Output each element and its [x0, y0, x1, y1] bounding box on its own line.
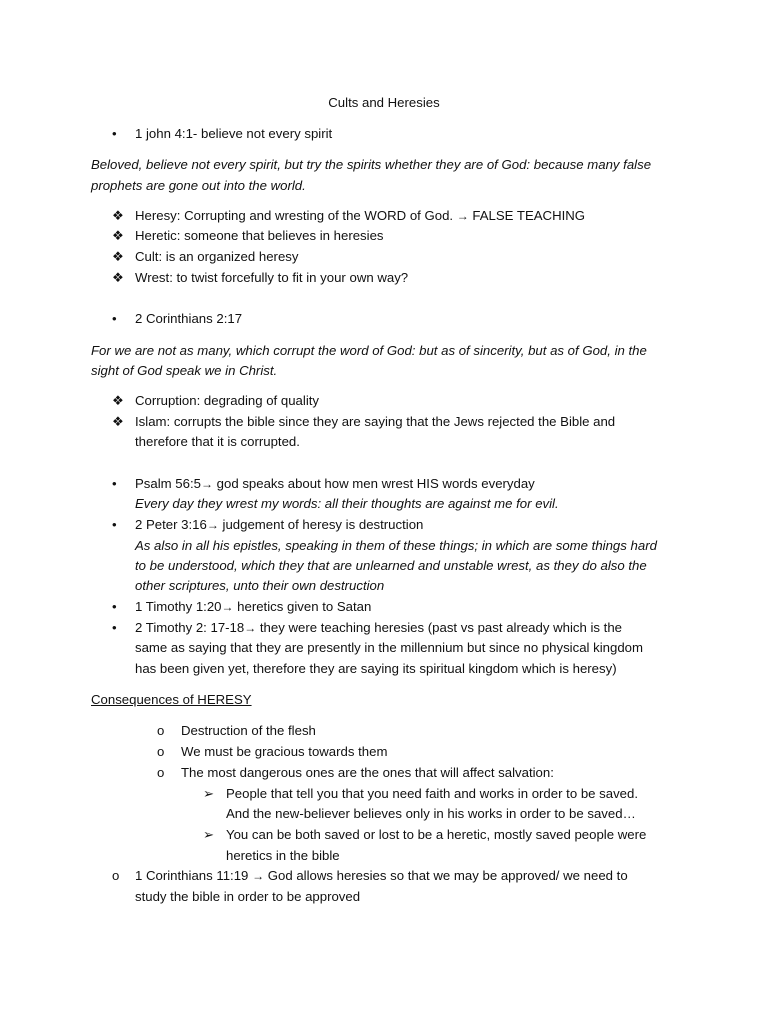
- quote-line: to be understood, which they that are unlearned and unstable wrest, as they do also the: [135, 558, 647, 573]
- arrow-icon: →: [244, 621, 257, 635]
- definition-cult: Cult: is an organized heresy: [135, 249, 299, 264]
- verse-ref: 2 Peter 3:16: [135, 517, 207, 532]
- verse-note: god speaks about how men wrest HIS words everyday: [212, 476, 535, 491]
- verse-ref: 1 Timothy 1:20: [135, 599, 222, 614]
- verse-ref-2cor: 2 Corinthians 2:17: [135, 311, 243, 326]
- consequence-item: The most dangerous ones are the ones that will affect salvation:: [181, 765, 554, 780]
- arrow-icon: →: [456, 209, 469, 223]
- point-islam-cont: therefore that it is corrupted.: [135, 434, 300, 449]
- definition-text: Heresy: Corrupting and wresting of the WORD of God.: [135, 208, 457, 223]
- bullet-marker: •: [112, 620, 117, 635]
- quote-line: sight of God speak we in Christ.: [91, 363, 278, 378]
- diamond-marker: ❖: [112, 228, 124, 243]
- verse-ref: Psalm 56:5: [135, 476, 201, 491]
- verse-note: judgement of heresy is destruction: [218, 517, 424, 532]
- circle-marker: o: [157, 723, 165, 738]
- bullet-marker: •: [112, 599, 117, 614]
- verse-note-cont: has been given yet, therefore they are saying its spiritual kingdom which is heresy): [135, 661, 617, 676]
- bullet-marker: •: [112, 517, 117, 532]
- verse-ref: 2 Timothy 2: 17-18: [135, 620, 245, 635]
- sub-item: You can be both saved or lost to be a heretic, mostly saved people were: [226, 827, 647, 842]
- definition-heresy: [135, 208, 585, 224]
- diamond-marker: ❖: [112, 414, 124, 429]
- verse-timothy2: [135, 620, 622, 636]
- verse-ref-1john: 1 john 4:1- believe not every spirit: [135, 126, 333, 141]
- consequences-heading: Consequences of HERESY: [91, 692, 252, 707]
- page-title: Cults and Heresies: [328, 95, 440, 110]
- verse-note: heretics given to Satan: [233, 599, 372, 614]
- bullet-marker: •: [112, 126, 117, 141]
- verse-note: they were teaching heresies (past vs past already which is the: [256, 620, 623, 635]
- bullet-marker: •: [112, 476, 117, 491]
- quote-line: As also in all his epistles, speaking in them of these things; in which are some things hard: [135, 538, 657, 553]
- circle-marker: o: [112, 868, 120, 883]
- point-corruption: Corruption: degrading of quality: [135, 393, 320, 408]
- verse-note: God allows heresies so that we may be approved/ we need to: [264, 868, 628, 883]
- arrowhead-marker: ➢: [203, 786, 215, 801]
- consequence-item: Destruction of the flesh: [181, 723, 316, 738]
- diamond-marker: ❖: [112, 393, 124, 408]
- verse-psalm: [135, 476, 535, 492]
- consequence-item: We must be gracious towards them: [181, 744, 388, 759]
- point-islam: Islam: corrupts the bible since they are saying that the Jews rejected the Bible and: [135, 414, 616, 429]
- circle-marker: o: [157, 744, 165, 759]
- arrow-icon: →: [252, 869, 265, 883]
- verse-note-cont: study the bible in order to be approved: [135, 889, 361, 904]
- verse-peter: [135, 517, 423, 533]
- verse-timothy1: [135, 599, 371, 615]
- diamond-marker: ❖: [112, 208, 124, 223]
- arrowhead-marker: ➢: [203, 827, 215, 842]
- arrow-icon: →: [221, 600, 234, 614]
- definition-heretic: Heretic: someone that believes in heresies: [135, 228, 384, 243]
- diamond-marker: ❖: [112, 270, 124, 285]
- verse-1cor: [135, 868, 628, 884]
- diamond-marker: ❖: [112, 249, 124, 264]
- quote-line: other scriptures, unto their own destruction: [135, 578, 385, 593]
- arrow-icon: →: [206, 518, 219, 532]
- verse-note-cont: same as saying that they are presently in the millennium but since no physical kingdom: [135, 640, 643, 655]
- quote-line: Beloved, believe not every spirit, but try the spirits whether they are of God: because many false: [91, 157, 652, 172]
- definition-wrest: Wrest: to twist forcefully to fit in your own way?: [135, 270, 409, 285]
- quote-line: Every day they wrest my words: all their thoughts are against me for evil.: [135, 496, 559, 511]
- circle-marker: o: [157, 765, 165, 780]
- sub-item-cont: heretics in the bible: [226, 848, 340, 863]
- quote-line: prophets are gone out into the world.: [91, 178, 306, 193]
- bullet-marker: •: [112, 311, 117, 326]
- quote-line: For we are not as many, which corrupt the word of God: but as of sincerity, but as of God, in the: [91, 343, 647, 358]
- arrow-icon: →: [200, 477, 213, 491]
- sub-item: People that tell you that you need faith and works in order to be saved.: [226, 786, 639, 801]
- definition-text: FALSE TEACHING: [468, 208, 586, 223]
- verse-ref: 1 Corinthians 11:19: [135, 868, 253, 883]
- sub-item-cont: And the new-believer believes only in his works in order to be saved…: [226, 806, 636, 821]
